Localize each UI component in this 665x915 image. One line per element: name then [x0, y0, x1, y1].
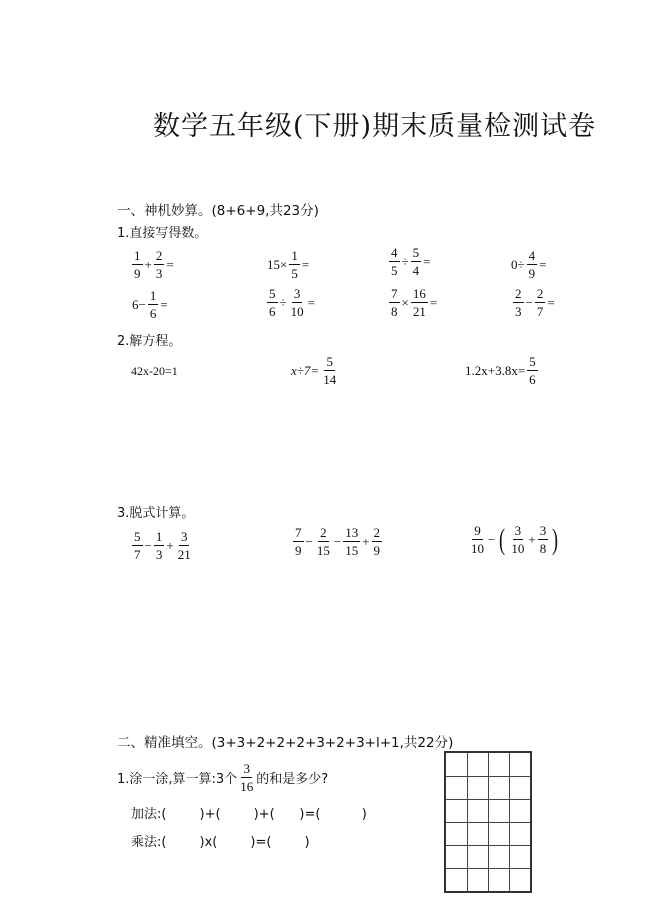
q1-expr-r1c4: 0÷ $\frac{4}{9}$ = — [511, 248, 547, 281]
fraction: $\frac{5}{6}$ — [269, 286, 276, 319]
grid-line — [446, 799, 530, 800]
fraction: $\frac{2}{3}$ — [155, 248, 163, 281]
fraction: $\frac{13}{15}$ — [345, 525, 359, 558]
right-parenthesis: ) — [552, 522, 559, 556]
question-1-suffix: 的和是多少? — [256, 772, 329, 787]
coloring-grid[interactable] — [444, 751, 532, 893]
fraction: $\frac{9}{10}$ — [471, 523, 484, 556]
q1-expr-r2c2: $\frac{5}{6}$ ÷ $\frac{3}{10}$ = — [269, 286, 315, 319]
grid-line — [446, 868, 530, 869]
section-2-heading: 二、精准填空。(3+3+2+2+2+3+2+3+l+1,共22分) — [117, 735, 454, 751]
fraction: $\frac{3}{8}$ — [539, 523, 547, 556]
fraction: $\frac{4}{9}$ — [528, 248, 536, 281]
q1-expr-r2c4: $\frac{2}{3}$ − $\frac{2}{7}$ = — [515, 286, 555, 319]
q2-equation-2: x÷7= $\frac{5}{14}$ — [291, 354, 337, 387]
fraction: $\frac{16}{21}$ — [412, 286, 426, 319]
q2-equation-3: 1.2x+3.8x= $\frac{5}{6}$ — [465, 354, 536, 387]
left-parenthesis: ( — [499, 522, 506, 556]
fraction: $\frac{5}{4}$ — [412, 245, 420, 278]
fraction: $\frac{5}{14}$ — [323, 354, 337, 387]
fraction: $\frac{7}{9}$ — [295, 525, 302, 558]
grid-line — [446, 776, 530, 777]
question-1-label: 1.直接写得数。 — [117, 226, 208, 241]
grid-line — [446, 822, 530, 823]
section-1-heading: 一、神机妙算。(8+6+9,共23分) — [117, 203, 319, 219]
fraction: $\frac{5}{7}$ — [134, 529, 141, 562]
question-1-prefix: 1.涂一涂,算一算:3个 — [117, 772, 238, 787]
fraction: $\frac{3}{10}$ — [290, 286, 304, 319]
addition-fill-line[interactable]: 加法:( )+( )+( )=( ) — [131, 807, 367, 822]
fraction: $\frac{1}{3}$ — [155, 529, 163, 562]
fraction: $\frac{2}{7}$ — [536, 286, 544, 319]
fraction: $\frac{3}{21}$ — [177, 529, 191, 562]
fraction: $\frac{7}{8}$ — [391, 286, 398, 319]
question-2-label: 2.解方程。 — [117, 334, 182, 349]
fraction: $\frac{1}{9}$ — [134, 248, 141, 281]
fraction: $\frac{2}{3}$ — [515, 286, 522, 319]
multiplication-fill-line[interactable]: 乘法:( )x( )=( ) — [131, 835, 310, 850]
q1-expr-r2c3: $\frac{7}{8}$ × $\frac{16}{21}$ = — [391, 286, 438, 319]
q1-expr-r2c1: 6− $\frac{1}{6}$ = — [132, 288, 168, 321]
q1-expr-r1c1: $\frac{1}{9}$ + $\frac{2}{3}$ = — [134, 248, 174, 281]
q2-equation-1: 42x-20=1 — [131, 364, 178, 378]
page-title: 数学五年级(下册)期末质量检测试卷 — [153, 111, 597, 142]
fraction: $\frac{1}{6}$ — [149, 288, 157, 321]
question-3-label: 3.脱式计算。 — [117, 506, 195, 521]
grid-line — [446, 845, 530, 846]
fraction: $\frac{3}{16}$ — [240, 761, 254, 794]
fraction: $\frac{1}{5}$ — [291, 248, 298, 281]
q1-expr-r1c2: 15× $\frac{1}{5}$ = — [267, 248, 310, 281]
fraction: $\frac{5}{6}$ — [529, 354, 536, 387]
fraction: $\frac{2}{9}$ — [373, 525, 381, 558]
fraction: $\frac{4}{5}$ — [391, 245, 398, 278]
q3-expression-2: $\frac{7}{9}$ − $\frac{2}{15}$ − $\frac{13}{15}$ + $\frac{2}{9}$ — [295, 525, 381, 558]
fraction: $\frac{3}{10}$ — [511, 523, 525, 556]
q3-expression-1: $\frac{5}{7}$ − $\frac{1}{3}$ + $\frac{3}{21}$ — [134, 529, 191, 562]
q3-expression-3: $\frac{9}{10}$ − ( $\frac{3}{10}$ + $\frac{3}{8}$ ) — [471, 522, 559, 556]
q1-expr-r1c3: $\frac{4}{5}$ ÷ $\frac{5}{4}$ = — [391, 245, 431, 278]
fraction: $\frac{2}{15}$ — [316, 525, 330, 558]
section-2-question-1 — [117, 762, 328, 793]
